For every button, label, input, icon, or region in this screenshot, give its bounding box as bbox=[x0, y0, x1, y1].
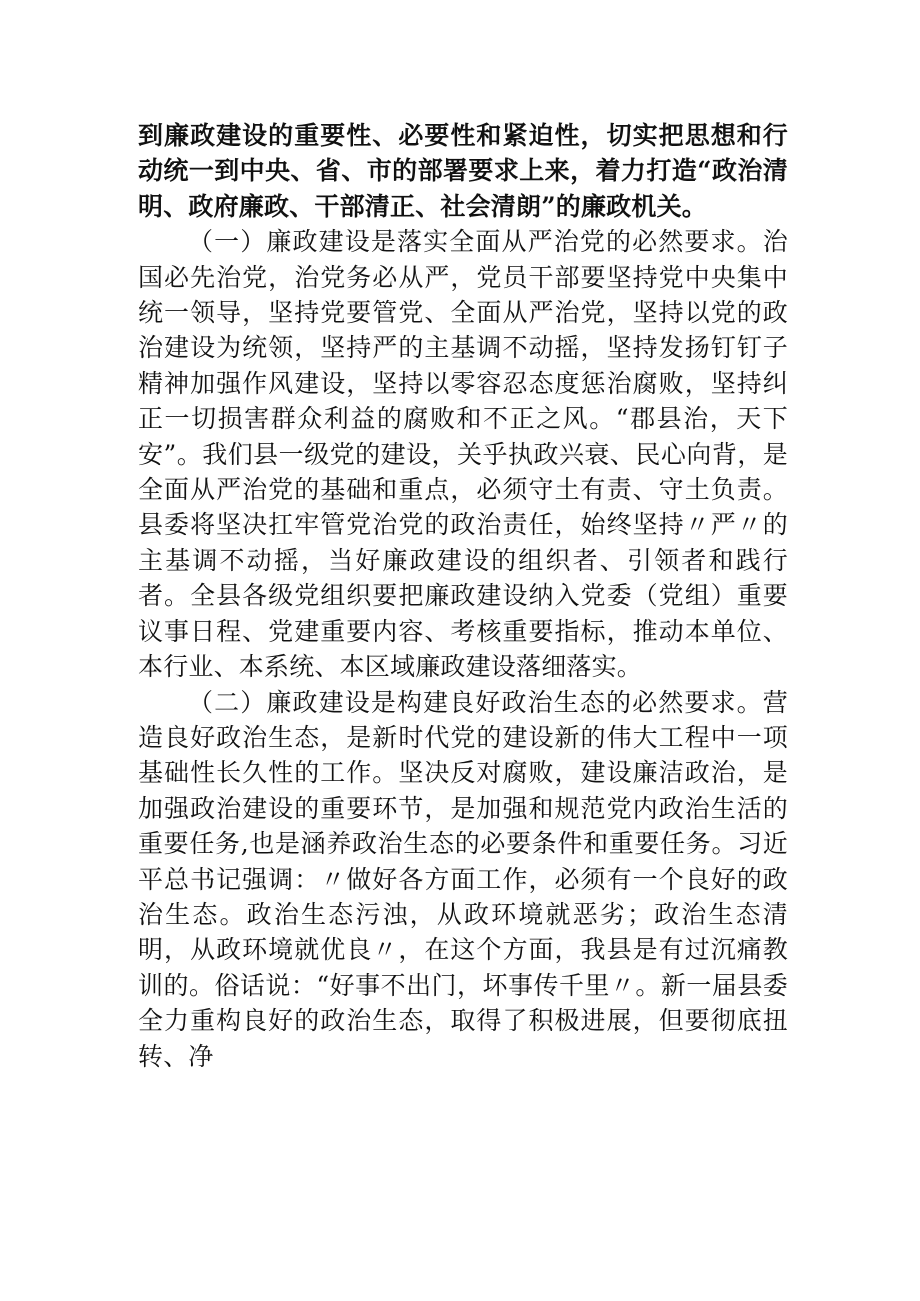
lead-paragraph: 到廉政建设的重要性、必要性和紧迫性，切实把思想和行动统一到中央、省、市的部署要求上来，着力打造“政治清明、政府廉政、干部清正、社会清朗”的廉政机关。 bbox=[138, 121, 788, 221]
document-body bbox=[138, 118, 788, 1074]
section-two-paragraph: （二）廉政建设是构建良好政治生态的必然要求。营造良好政治生态，是新时代党的建设新的伟大工程中一项基础性长久性的工作。坚决反对腐败，建设廉洁政治，是加强政治建设的重要环节，是加强和规范党内政治生活的重要任务,也是涵养政治生态的必要条件和重要任务。习近平总书记强调：〃做好各方面工作，必须有一个良好的政治生态。政治生态污浊，从政环境就恶劣；政治生态清明，从政环境就优良〃，在这个方面，我县是有过沉痛教训的。俗话说：“好事不出门，坏事传千里〃。新一届县委全力重构良好的政治生态，取得了积极进展，但要彻底扭转、净 bbox=[138, 687, 788, 1071]
section-one-paragraph: （一）廉政建设是落实全面从严治党的必然要求。治国必先治党，治党务必从严，党员干部要坚持党中央集中统一领导，坚持党要管党、全面从严治党，坚持以党的政治建设为统领，坚持严的主基调不动摇，坚持发扬钉钉子精神加强作风建设，坚持以零容忍态度惩治腐败，坚持纠正一切损害群众利益的腐败和不正之风。“郡县治，天下安”。我们县一级党的建设，关乎执政兴衰、民心向背，是全面从严治党的基础和重点，必须守土有责、守土负责。县委将坚决扛牢管党治党的政治责任，始终坚持〃严〃的主基调不动摇，当好廉政建设的组织者、引领者和践行者。全县各级党组织要把廉政建设纳入党委（党组）重要议事日程、党建重要内容、考核重要指标，推动本单位、本行业、本系统、本区域廉政建设落细落实。 bbox=[138, 227, 788, 682]
